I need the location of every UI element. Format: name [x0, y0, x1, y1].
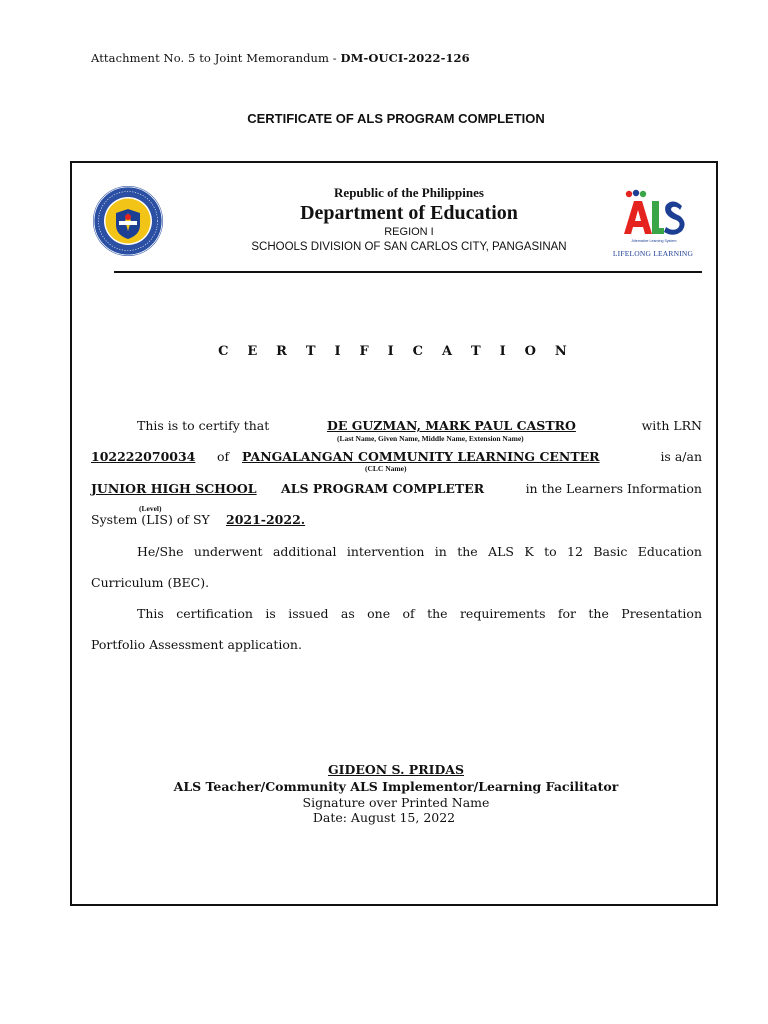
clc-caption: (CLC Name): [365, 464, 407, 473]
completer-label: ALS PROGRAM COMPLETER: [281, 481, 485, 496]
paragraph-purpose-cont: Portfolio Assessment application.: [91, 637, 302, 652]
body-text: in the Learners Information: [525, 481, 702, 496]
signature-caption: Signature over Printed Name: [302, 795, 490, 810]
body-text: with LRN: [641, 418, 702, 433]
paragraph-intervention: He/She underwent additional intervention in the ALS K to 12 Basic Education: [137, 544, 702, 559]
paragraph-intervention-cont: Curriculum (BEC).: [91, 575, 210, 590]
signatory-role: ALS Teacher/Community ALS Implementor/Learning Facilitator: [173, 779, 619, 794]
body-text: This is to certify that: [137, 418, 270, 433]
clc-name: PANGALANGAN COMMUNITY LEARNING CENTER: [242, 449, 600, 464]
level-value: JUNIOR HIGH SCHOOL: [91, 481, 257, 496]
division-heading: SCHOOLS DIVISION OF SAN CARLOS CITY, PANGASINAN: [251, 241, 567, 253]
header-divider: [114, 271, 702, 273]
level-caption: (Level): [139, 504, 162, 513]
body-text: System (LIS) of SY: [91, 512, 210, 527]
body-text: is a/an: [660, 449, 702, 464]
als-tagline: LIFELONG LEARNING: [612, 249, 694, 258]
region-heading: REGION I: [384, 226, 434, 238]
body-text: of: [217, 449, 230, 464]
signatory-name: GIDEON S. PRIDAS: [327, 762, 465, 777]
attachment-line: [91, 51, 470, 65]
attachment-prefix: Attachment No. 5 to Joint Memorandum -: [91, 51, 341, 65]
republic-heading: Republic of the Philippines: [334, 185, 484, 200]
certification-heading: C E R T I F I C A T I O N: [218, 344, 574, 359]
name-caption: (Last Name, Given Name, Middle Name, Extension Name): [337, 434, 524, 443]
department-heading: Department of Education: [300, 202, 518, 224]
paragraph-purpose: This certification is issued as one of the requirements for the Presentation: [137, 606, 702, 621]
school-year: 2021-2022.: [226, 512, 306, 527]
document-title: CERTIFICATE OF ALS PROGRAM COMPLETION: [247, 111, 545, 126]
lrn-value: 102222070034: [91, 449, 196, 464]
als-subtitle: Alternative Learning System: [631, 239, 677, 243]
signature-date: Date: August 15, 2022: [312, 810, 456, 825]
learner-name: DE GUZMAN, MARK PAUL CASTRO: [327, 418, 576, 433]
memo-number: DM-OUCI-2022-126: [340, 51, 470, 65]
